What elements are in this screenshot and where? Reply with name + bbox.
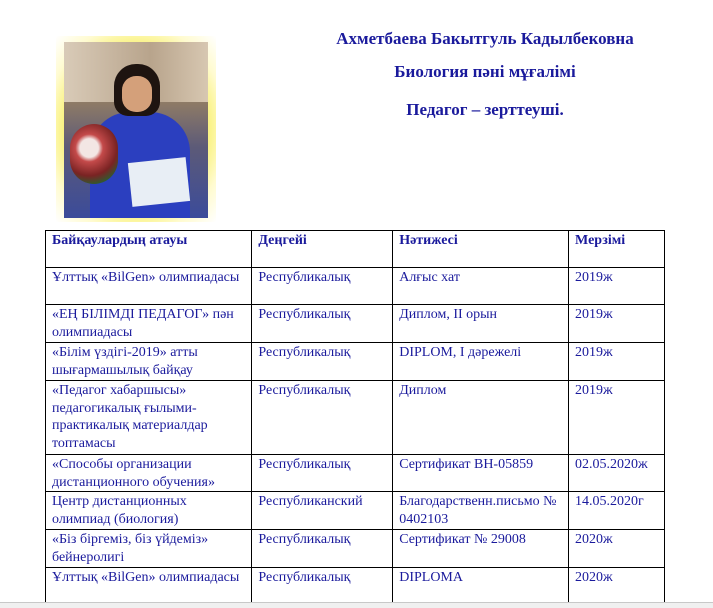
cell-level: Республиканский	[252, 492, 393, 530]
flowers-image	[70, 124, 118, 184]
horizontal-scrollbar[interactable]	[0, 602, 713, 608]
teacher-role: Биология пәні мұғалімі	[394, 62, 576, 81]
cell-result: Диплом	[393, 381, 569, 455]
cell-level: Республикалық	[252, 268, 393, 305]
cell-name: «Біз біргеміз, біз үйдеміз» бейнеролигі	[46, 530, 252, 568]
cell-name: «Білім үздігі-2019» атты шығармашылық байқау	[46, 343, 252, 381]
cell-name: «Способы организации дистанционного обучения»	[46, 455, 252, 492]
cell-date: 2019ж	[569, 381, 665, 455]
cell-level: Республикалық	[252, 568, 393, 604]
column-header-name: Байқаулардың атауы	[46, 231, 252, 268]
cell-result: Благодарственн.письмо № 0402103	[393, 492, 569, 530]
cell-date: 2019ж	[569, 343, 665, 381]
cell-date: 2020ж	[569, 530, 665, 568]
column-header-date: Мерзімі	[569, 231, 665, 268]
cell-date: 2019ж	[569, 268, 665, 305]
table-row	[46, 268, 665, 305]
awards-table	[45, 230, 665, 604]
table-row	[46, 305, 665, 343]
column-header-level: Деңгейі	[252, 231, 393, 268]
table-header-row	[46, 231, 665, 268]
portrait-photo	[64, 42, 208, 218]
teacher-name: Ахметбаева Бакытгуль Кадылбековна	[336, 29, 634, 48]
cell-level: Республикалық	[252, 343, 393, 381]
cell-date: 2020ж	[569, 568, 665, 604]
cell-name: Ұлттық «BilGen» олимпиадасы	[46, 568, 252, 604]
table-row	[46, 568, 665, 604]
cell-result: Сертификат № 29008	[393, 530, 569, 568]
table-row	[46, 530, 665, 568]
cell-level: Республикалық	[252, 455, 393, 492]
cell-level: Республикалық	[252, 381, 393, 455]
cell-date: 14.05.2020г	[569, 492, 665, 530]
cell-result: DIPLOMA	[393, 568, 569, 604]
cell-result: Диплом, II орын	[393, 305, 569, 343]
cell-level: Республикалық	[252, 305, 393, 343]
table-row	[46, 455, 665, 492]
column-header-result: Нәтижесі	[393, 231, 569, 268]
cell-date: 02.05.2020ж	[569, 455, 665, 492]
table-row	[46, 492, 665, 530]
cell-name: Центр дистанционных олимпиад (биология)	[46, 492, 252, 530]
table-row	[46, 343, 665, 381]
cell-name: «ЕҢ БІЛІМДІ ПЕДАГОГ» пән олимпиадасы	[46, 305, 252, 343]
cell-result: DIPLOM, I дәрежелі	[393, 343, 569, 381]
cell-level: Республикалық	[252, 530, 393, 568]
cell-result: Алғыс хат	[393, 268, 569, 305]
certificate-image	[128, 157, 190, 207]
cell-result: Сертификат ВН-05859	[393, 455, 569, 492]
cell-name: «Педагог хабаршысы» педагогикалық ғылыми-практикалық материалдар топтамасы	[46, 381, 252, 455]
table-row	[46, 381, 665, 455]
teacher-title: Педагог – зерттеуші.	[406, 100, 564, 119]
portrait-photo-frame	[56, 36, 216, 222]
cell-name: Ұлттық «BilGen» олимпиадасы	[46, 268, 252, 305]
cell-date: 2019ж	[569, 305, 665, 343]
